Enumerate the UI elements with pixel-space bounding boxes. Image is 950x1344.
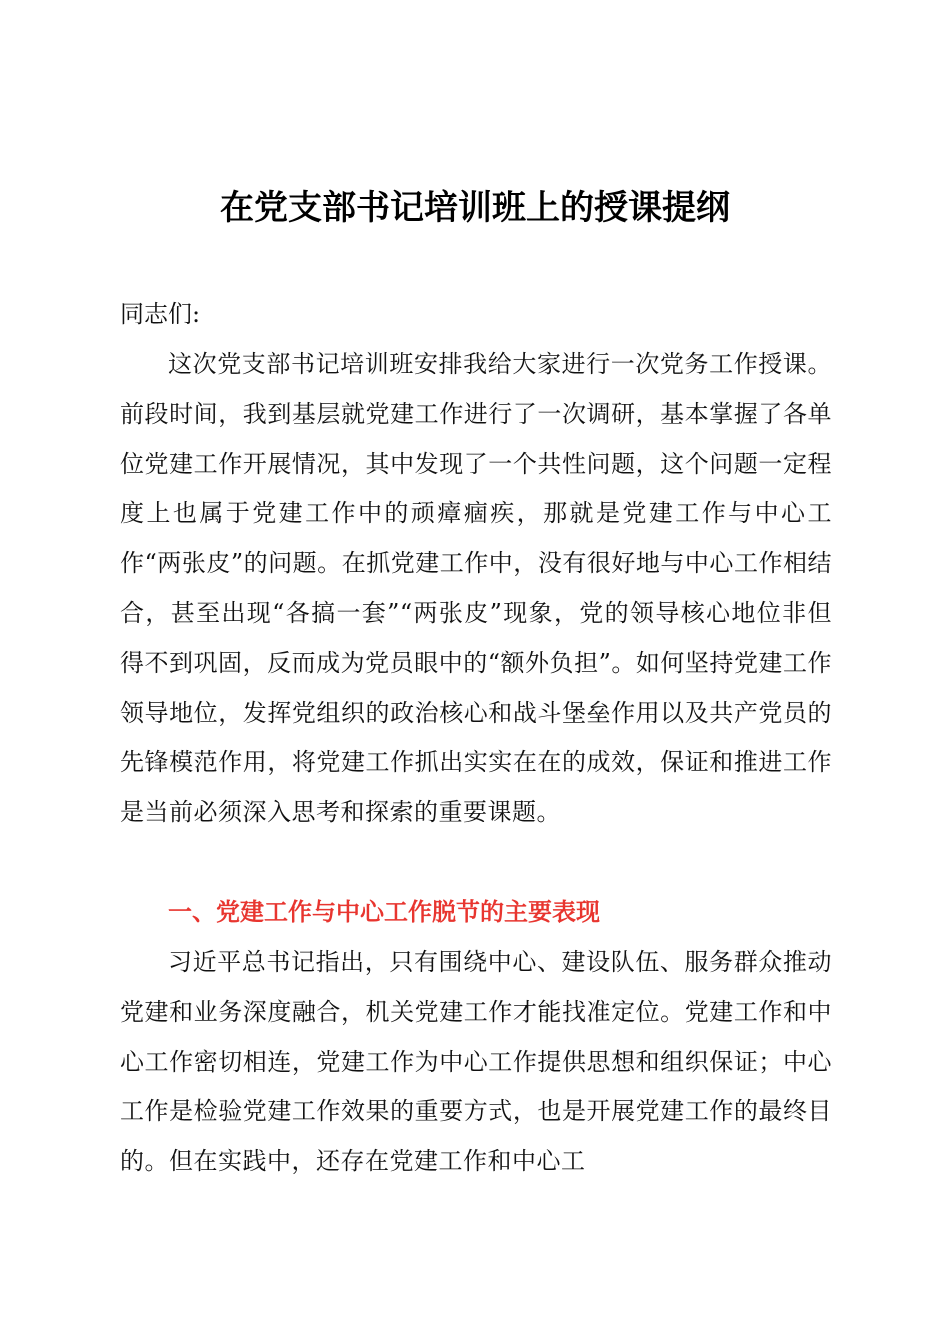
paragraph-intro: 这次党支部书记培训班安排我给大家进行一次党务工作授课。前段时间，我到基层就党建工作进行了一次调研，基本掌握了各单位党建工作开展情况，其中发现了一个共性问题，这个问题一定程度上也属于党建工作中的顽瘴痼疾，那就是党建工作与中心工作“两张皮”的问题。在抓党建工作中，没有很好地与中心工作相结合，甚至出现“各搞一套”“两张皮”现象，党的领导核心地位非但得不到巩固，反而成为党员眼中的“额外负担”。如何坚持党建工作领导地位，发挥党组织的政治核心和战斗堡垒作用以及共产党员的先锋模范作用，将党建工作抓出实实在在的成效，保证和推进工作是当前必须深入思考和探索的重要课题。 <box>120 350 832 827</box>
section-heading: 一、党建工作与中心工作脱节的主要表现 <box>168 898 600 926</box>
salutation: 同志们: <box>120 300 201 328</box>
paragraph-section-1: 习近平总书记指出，只有围绕中心、建设队伍、服务群众推动党建和业务深度融合，机关党建工作才能找准定位。党建工作和中心工作密切相连，党建工作为中心工作提供思想和组织保证；中心工作是检验党建工作效果的重要方式，也是开展党建工作的最终目的。但在实践中，还存在党建工作和中心工 <box>120 948 832 1176</box>
document-title: 在党支部书记培训班上的授课提纲 <box>220 188 730 228</box>
